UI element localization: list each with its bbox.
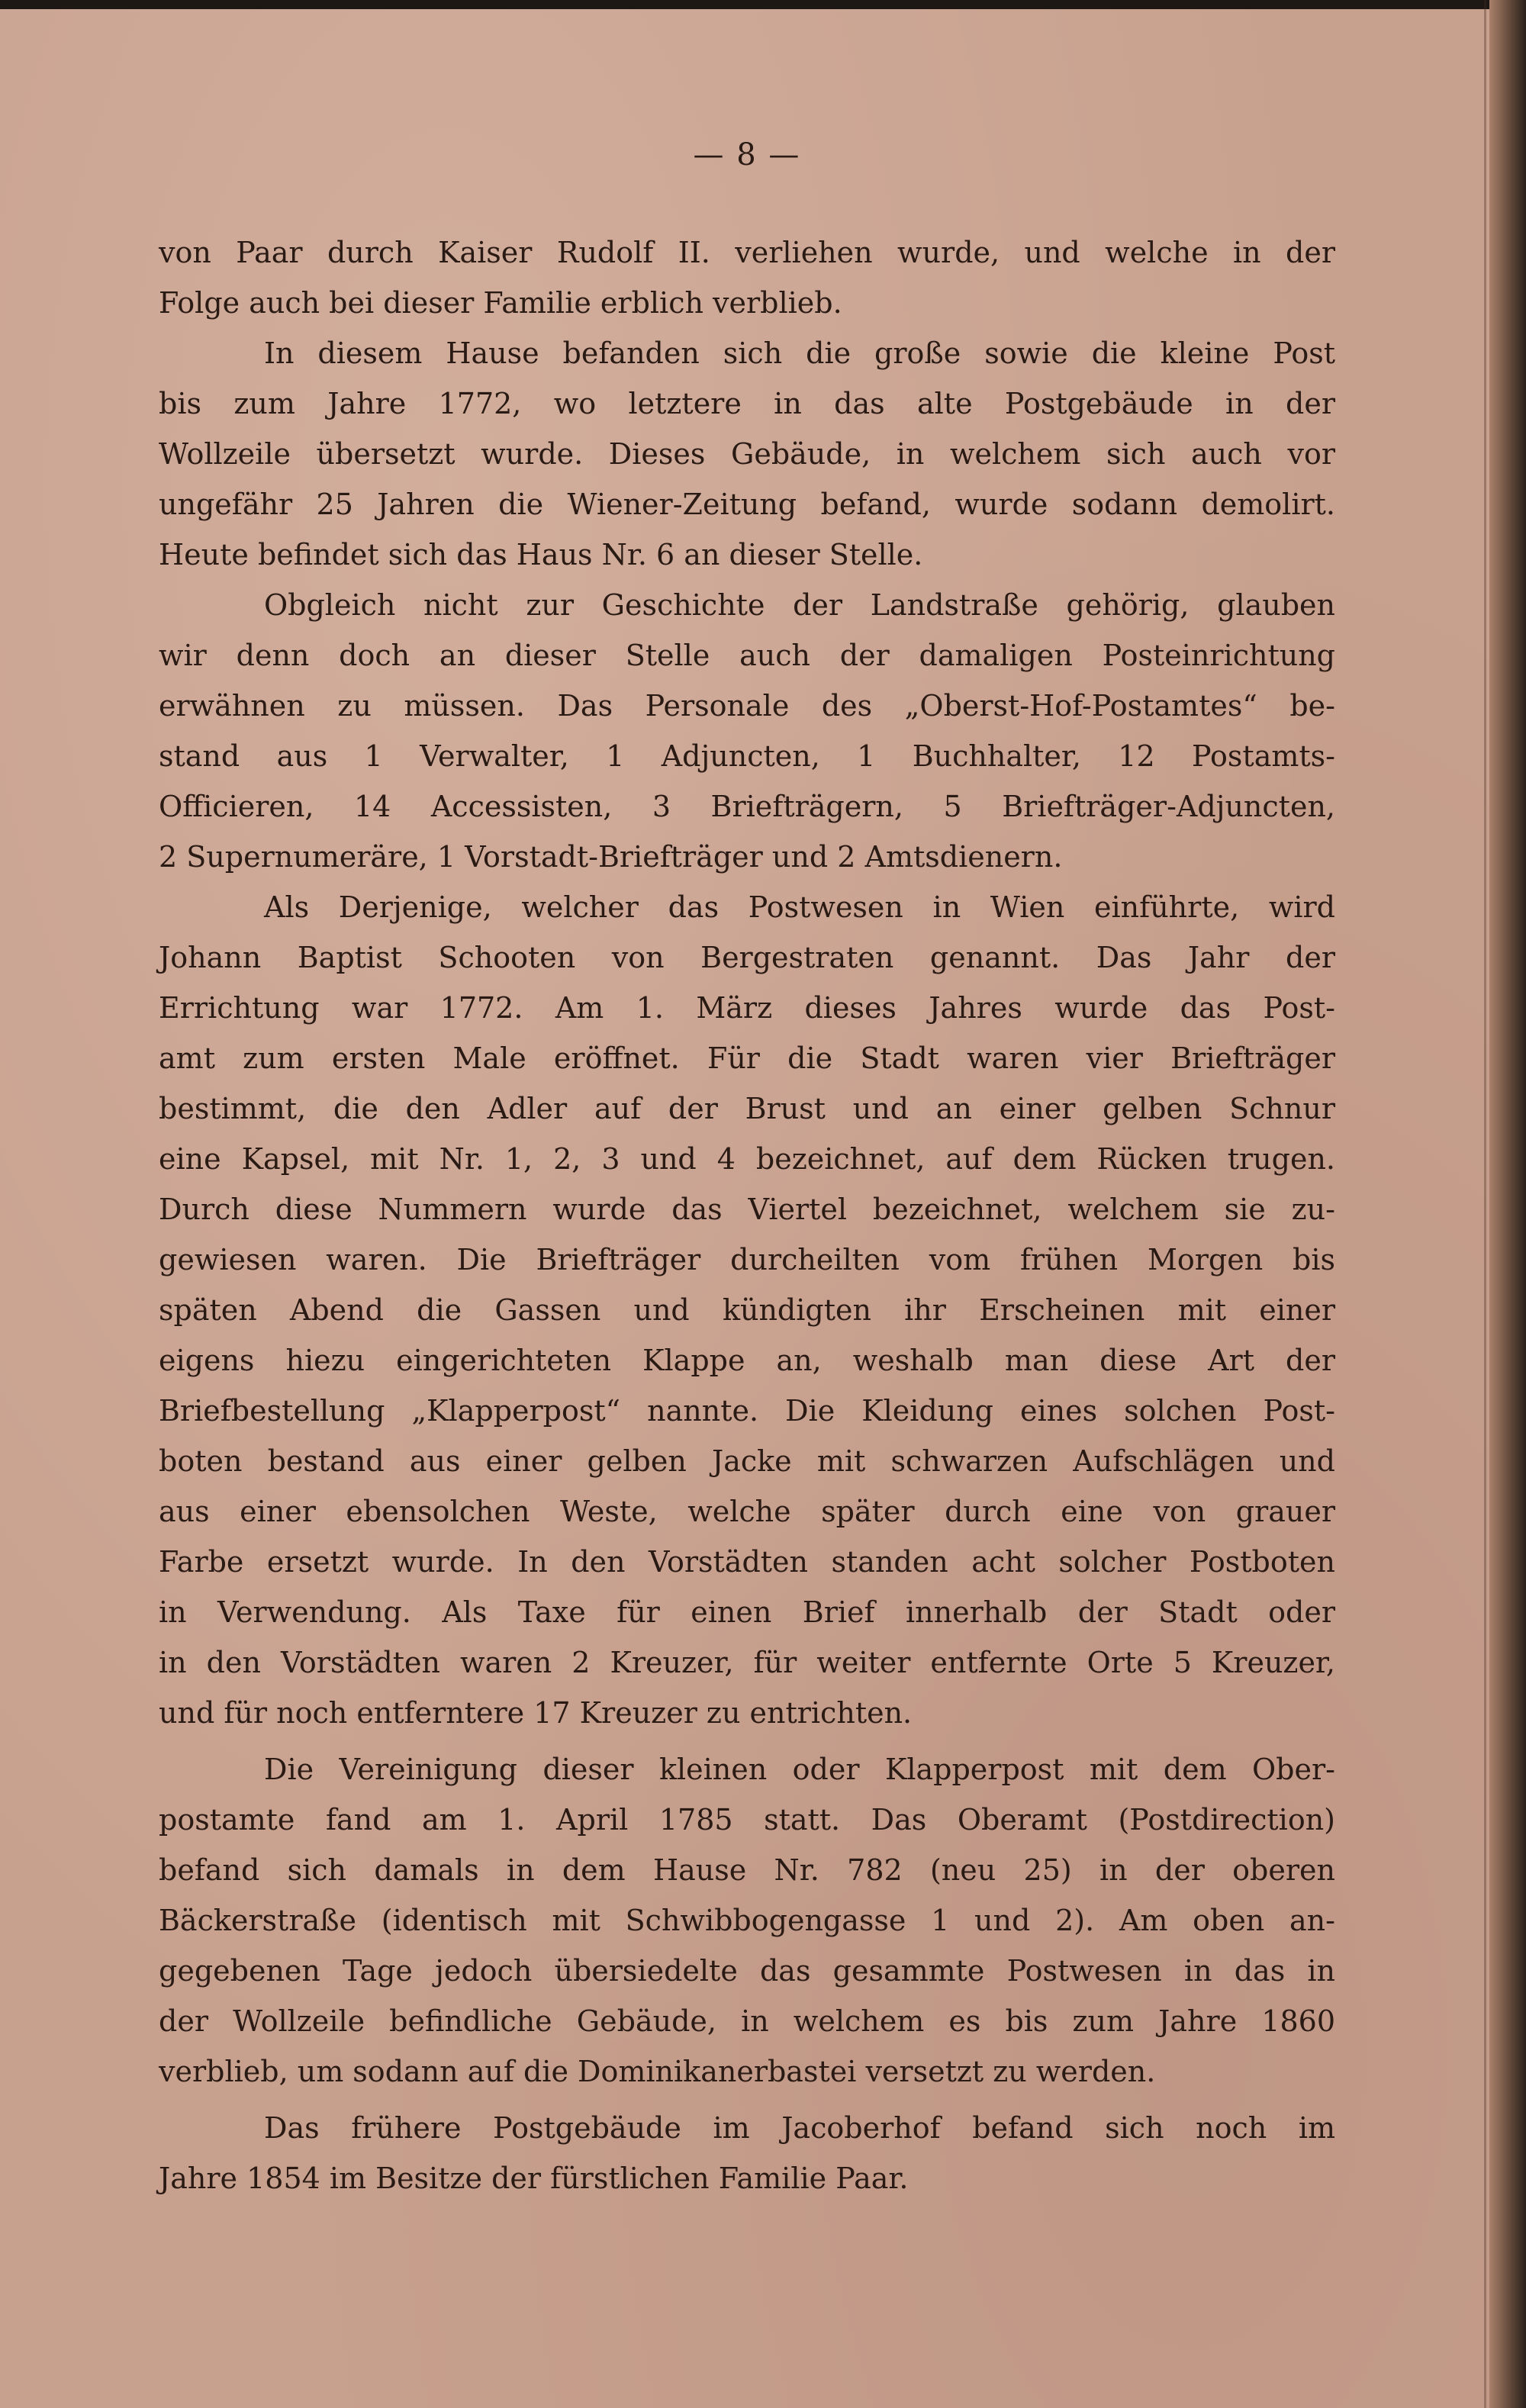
- text-line: von Paar durch Kaiser Rudolf II. verliehen wurde, und welche in der: [159, 236, 1335, 269]
- page-fold-shadow: [1484, 0, 1486, 2408]
- text-line: Als Derjenige, welcher das Postwesen in Wien einführte, wird: [264, 890, 1335, 924]
- text-line: 2 Supernumeräre, 1 Vorstadt-Briefträger und 2 Amtsdienern.: [159, 840, 1063, 874]
- text-line: eine Kapsel, mit Nr. 1, 2, 3 und 4 bezeichnet, auf dem Rücken trugen.: [159, 1142, 1335, 1176]
- text-line: Die Vereinigung dieser kleinen oder Klapperpost mit dem Ober-: [264, 1753, 1335, 1786]
- text-line: der Wollzeile befindliche Gebäude, in welchem es bis zum Jahre 1860: [159, 2004, 1335, 2038]
- text-line: Heute befindet sich das Haus Nr. 6 an dieser Stelle.: [159, 538, 923, 571]
- text-line: ungefähr 25 Jahren die Wiener-Zeitung befand, wurde sodann demolirt.: [159, 488, 1335, 521]
- text-line: in Verwendung. Als Taxe für einen Brief innerhalb der Stadt oder: [159, 1595, 1335, 1629]
- text-line: verblieb, um sodann auf die Dominikanerbastei versetzt zu werden.: [159, 2055, 1156, 2088]
- text-line: Obgleich nicht zur Geschichte der Landstraße gehörig, glauben: [264, 588, 1335, 622]
- text-line: bis zum Jahre 1772, wo letztere in das alte Postgebäude in der: [159, 387, 1335, 420]
- text-line: erwähnen zu müssen. Das Personale des „Oberst-Hof-Postamtes“ be-: [159, 689, 1335, 723]
- text-line: gewiesen waren. Die Briefträger durcheilten vom frühen Morgen bis: [159, 1243, 1335, 1276]
- text-line: In diesem Hause befanden sich die große sowie die kleine Post: [264, 336, 1335, 370]
- text-line: Johann Baptist Schooten von Bergestraten genannt. Das Jahr der: [159, 941, 1335, 974]
- text-line: Wollzeile übersetzt wurde. Dieses Gebäude, in welchem sich auch vor: [159, 437, 1335, 471]
- text-line: Farbe ersetzt wurde. In den Vorstädten standen acht solcher Postboten: [159, 1545, 1335, 1579]
- text-line: stand aus 1 Verwalter, 1 Adjuncten, 1 Buchhalter, 12 Postamts-: [159, 739, 1335, 773]
- text-line: Jahre 1854 im Besitze der fürstlichen Familie Paar.: [159, 2162, 909, 2195]
- text-line: bestimmt, die den Adler auf der Brust und an einer gelben Schnur: [159, 1092, 1335, 1125]
- text-line: wir denn doch an dieser Stelle auch der damaligen Posteinrichtung: [159, 639, 1335, 672]
- text-line: Durch diese Nummern wurde das Viertel bezeichnet, welchem sie zu-: [159, 1193, 1335, 1226]
- text-line: Das frühere Postgebäude im Jacoberhof befand sich noch im: [264, 2111, 1335, 2145]
- text-line: Bäckerstraße (identisch mit Schwibbogengasse 1 und 2). Am oben an-: [159, 1904, 1335, 1937]
- text-line: Briefbestellung „Klapperpost“ nannte. Die Kleidung eines solchen Post-: [159, 1394, 1335, 1428]
- text-line: Folge auch bei dieser Familie erblich verblieb.: [159, 286, 842, 320]
- text-line: späten Abend die Gassen und kündigten ihr Erscheinen mit einer: [159, 1293, 1335, 1327]
- text-line: befand sich damals in dem Hause Nr. 782 (neu 25) in der oberen: [159, 1853, 1335, 1887]
- text-line: eigens hiezu eingerichteten Klappe an, weshalb man diese Art der: [159, 1344, 1335, 1377]
- book-spine-edge: [1489, 0, 1526, 2408]
- text-line: in den Vorstädten waren 2 Kreuzer, für weiter entfernte Orte 5 Kreuzer,: [159, 1646, 1335, 1679]
- text-line: gegebenen Tage jedoch übersiedelte das gesammte Postwesen in das in: [159, 1954, 1335, 1988]
- text-line: aus einer ebensolchen Weste, welche später durch eine von grauer: [159, 1495, 1335, 1528]
- text-line: Errichtung war 1772. Am 1. März dieses Jahres wurde das Post-: [159, 991, 1335, 1025]
- text-line: boten bestand aus einer gelben Jacke mit schwarzen Aufschlägen und: [159, 1444, 1335, 1478]
- text-line: amt zum ersten Male eröffnet. Für die Stadt waren vier Briefträger: [159, 1041, 1335, 1075]
- text-line: Officieren, 14 Accessisten, 3 Briefträgern, 5 Briefträger-Adjuncten,: [159, 790, 1335, 823]
- text-line: postamte fand am 1. April 1785 statt. Das Oberamt (Postdirection): [159, 1803, 1335, 1837]
- book-page: [0, 9, 1489, 2408]
- text-line: und für noch entferntere 17 Kreuzer zu entrichten.: [159, 1696, 913, 1730]
- page-number: — 8 —: [693, 137, 801, 172]
